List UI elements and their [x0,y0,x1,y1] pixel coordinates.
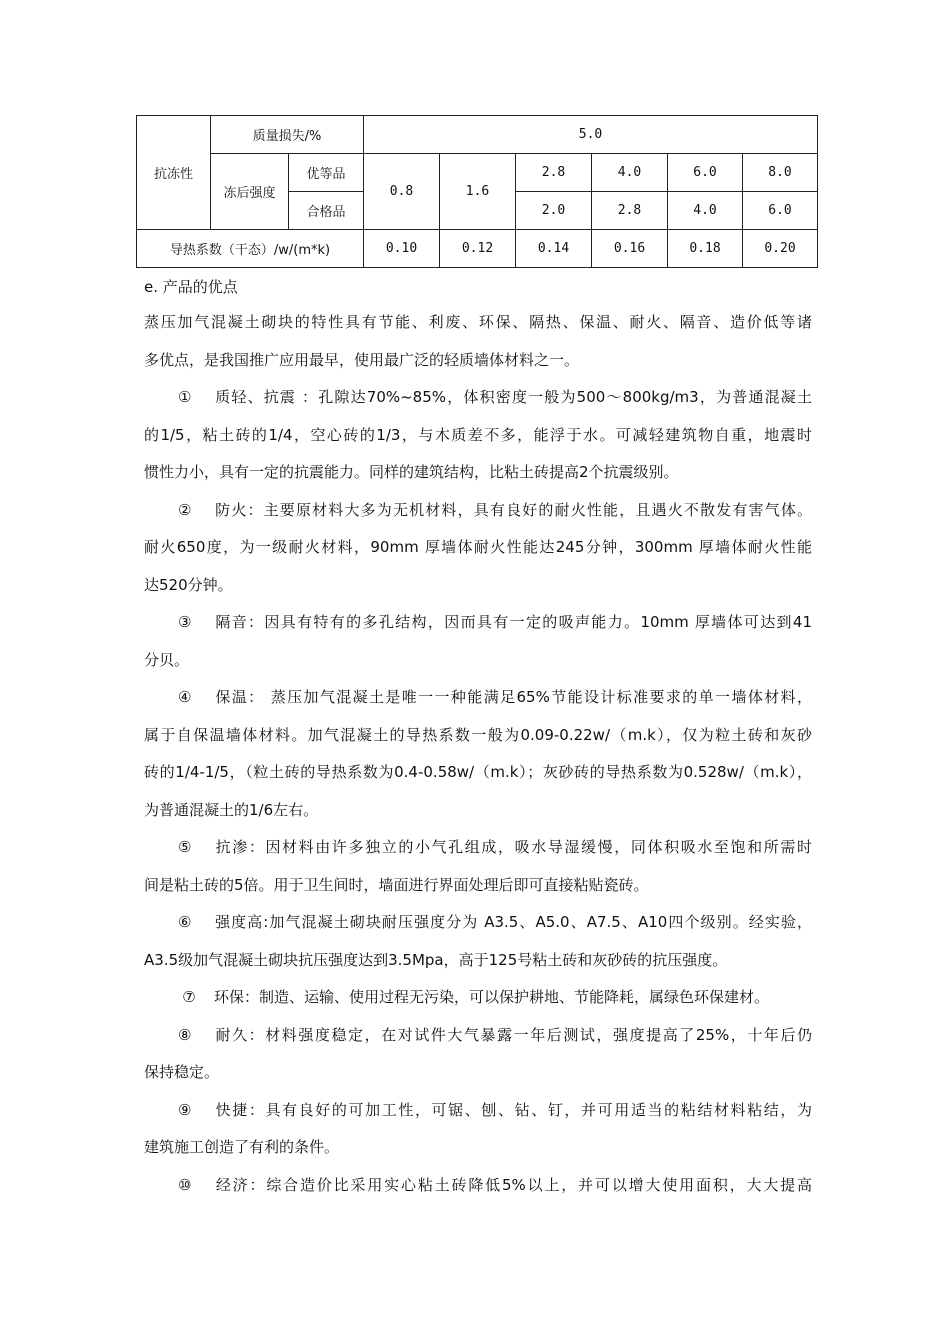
advantage-item [144,379,812,492]
section-heading: e. 产品的优点 [144,278,238,296]
paragraph-line: 保持稳定。 [144,1063,220,1081]
advantage-first-line [144,1092,812,1130]
table-row [137,116,818,154]
item-text: 经济：综合造价比采用实心粘土砖降低5%以上，并可以增大使用面积，大大提高 [214,1175,812,1194]
advantage-first-line [144,379,812,417]
advantage-first-line [144,979,812,1017]
advantage-item [144,492,812,605]
table-cell: 0.12 [440,230,516,268]
post-frost-strength-label: 冻后强度 [211,154,289,230]
advantage-first-line [144,829,812,867]
advantage-item [144,829,812,904]
advantage-item [144,979,812,1017]
item-text: 强度高:加气混凝土砌块耐压强度分为 A3.5、A5.0、A7.5、A10四个级别。经实验， [214,913,812,931]
paragraph-line: 达520分钟。 [144,575,233,594]
advantage-item [144,1092,812,1167]
table-cell: 6.0 [668,154,743,192]
item-text: 快捷：具有良好的可加工性，可锯、刨、钻、钉，并可用适当的粘结材料粘结，为 [214,1100,812,1119]
paragraph-line: 为普通混凝土的1/6左右。 [144,800,319,819]
thermal-conductivity-label: 导热系数（干态）/w/(m*k) [137,230,364,268]
item-marker: ⑤ [178,838,192,856]
item-marker: ④ [178,688,192,706]
table-cell: 0.8 [364,154,440,230]
table-cell: 4.0 [668,192,743,230]
item-text: 隔音：因具有特有的多孔结构，因而具有一定的吸声能力。10mm 厚墙体可达到41 [214,613,812,631]
advantage-first-line [144,1167,812,1205]
table-row [137,154,818,192]
table-cell: 0.10 [364,230,440,268]
paragraph-line: 砖的1/4-1/5，（粒土砖的导热系数为0.4-0.58w/（m.k）；灰砂砖的导热系数为0.528w/（m.k）， [144,763,812,781]
table-cell: 2.8 [516,154,592,192]
item-marker: ⑥ [178,913,192,931]
table-cell: 0.16 [592,230,668,268]
advantage-item [144,904,812,979]
item-marker: ⑨ [178,1100,192,1119]
paragraph-line: 建筑施工创造了有利的条件。 [144,1138,340,1156]
paragraph-line: 分贝。 [144,650,190,669]
table-cell: 6.0 [743,192,818,230]
advantage-first-line [144,604,812,642]
paragraph-line: 的1/5，粘土砖的1/4，空心砖的1/3，与木质差不多，能浮于水。可减轻建筑物自重，地震时 [144,425,812,444]
paragraph-line: A3.5级加气混凝土砌块抗压强度达到3.5Mpa，高于125号粘土砖和灰砂砖的抗压强度。 [144,950,728,969]
item-marker: ② [178,500,192,519]
grade-qualified-label: 合格品 [289,192,364,230]
paragraph-line: 耐火650度，为一级耐火材料，90mm 厚墙体耐火性能达245分钟，300mm 厚墙体耐火性能 [144,538,812,556]
item-marker: ⑩ [178,1175,192,1194]
table-cell: 2.8 [592,192,668,230]
table-cell: 2.0 [516,192,592,230]
item-text: 防火：主要原材料大多为无机材料，具有良好的耐火性能，且遇火不散发有害气体。 [214,500,812,519]
advantage-item [144,679,812,829]
advantages-section [144,270,812,1204]
frost-resistance-label: 抗冻性 [137,116,211,230]
table-row [137,230,818,268]
mass-loss-value: 5.0 [364,116,818,154]
table-cell: 0.14 [516,230,592,268]
property-table [136,115,818,268]
item-marker: ③ [178,613,192,631]
table-cell: 4.0 [592,154,668,192]
paragraph-line: 间是粘土砖的5倍。用于卫生间时，墙面进行界面处理后即可直接粘贴瓷砖。 [144,875,649,894]
advantage-item [144,604,812,679]
item-text: 抗渗：因材料由许多独立的小气孔组成，吸水导湿缓慢，同体积吸水至饱和所需时 [214,838,812,856]
advantage-first-line [144,904,812,942]
paragraph-line: 蒸压加气混凝土砌块的特性具有节能、利废、环保、隔热、保温、耐火、隔音、造价低等诸 [144,313,812,331]
table-cell: 0.20 [743,230,818,268]
item-text: 环保：制造、运输、使用过程无污染，可以保护耕地、节能降耗，属绿色环保建材。 [214,988,770,1006]
item-text: 耐久：材料强度稳定，在对试件大气暴露一年后测试，强度提高了25%，十年后仍 [214,1025,812,1044]
item-marker: ① [178,388,192,406]
paragraph-line: 惯性力小，具有一定的抗震能力。同样的建筑结构，比粘土砖提高2个抗震级别。 [144,463,679,481]
item-text: 质轻、抗震 ：孔隙达70%~85%，体积密度一般为500～800kg/m3，为普通混凝土 [214,388,812,406]
intro-paragraph [144,304,812,379]
advantage-first-line [144,1017,812,1055]
item-marker: ⑧ [178,1025,192,1044]
advantage-list [144,379,812,1204]
grade-excellent-label: 优等品 [289,154,364,192]
advantage-item [144,1167,812,1205]
table-cell: 0.18 [668,230,743,268]
advantage-item [144,1017,812,1092]
advantage-first-line [144,679,812,717]
advantage-first-line [144,492,812,530]
item-marker: ⑦ [182,988,196,1006]
table-cell: 1.6 [440,154,516,230]
item-text: 保温： 蒸压加气混凝土是唯一一种能满足65%节能设计标准要求的单一墙体材料， [214,688,812,706]
mass-loss-label: 质量损失/% [211,116,364,154]
table-cell: 8.0 [743,154,818,192]
paragraph-line: 属于自保温墙体材料。加气混凝土的导热系数一般为0.09-0.22w/（m.k），仅为粒土砖和灰砂 [144,725,812,744]
paragraph-line: 多优点，是我国推广应用最早，使用最广泛的轻质墙体材料之一。 [144,350,580,369]
